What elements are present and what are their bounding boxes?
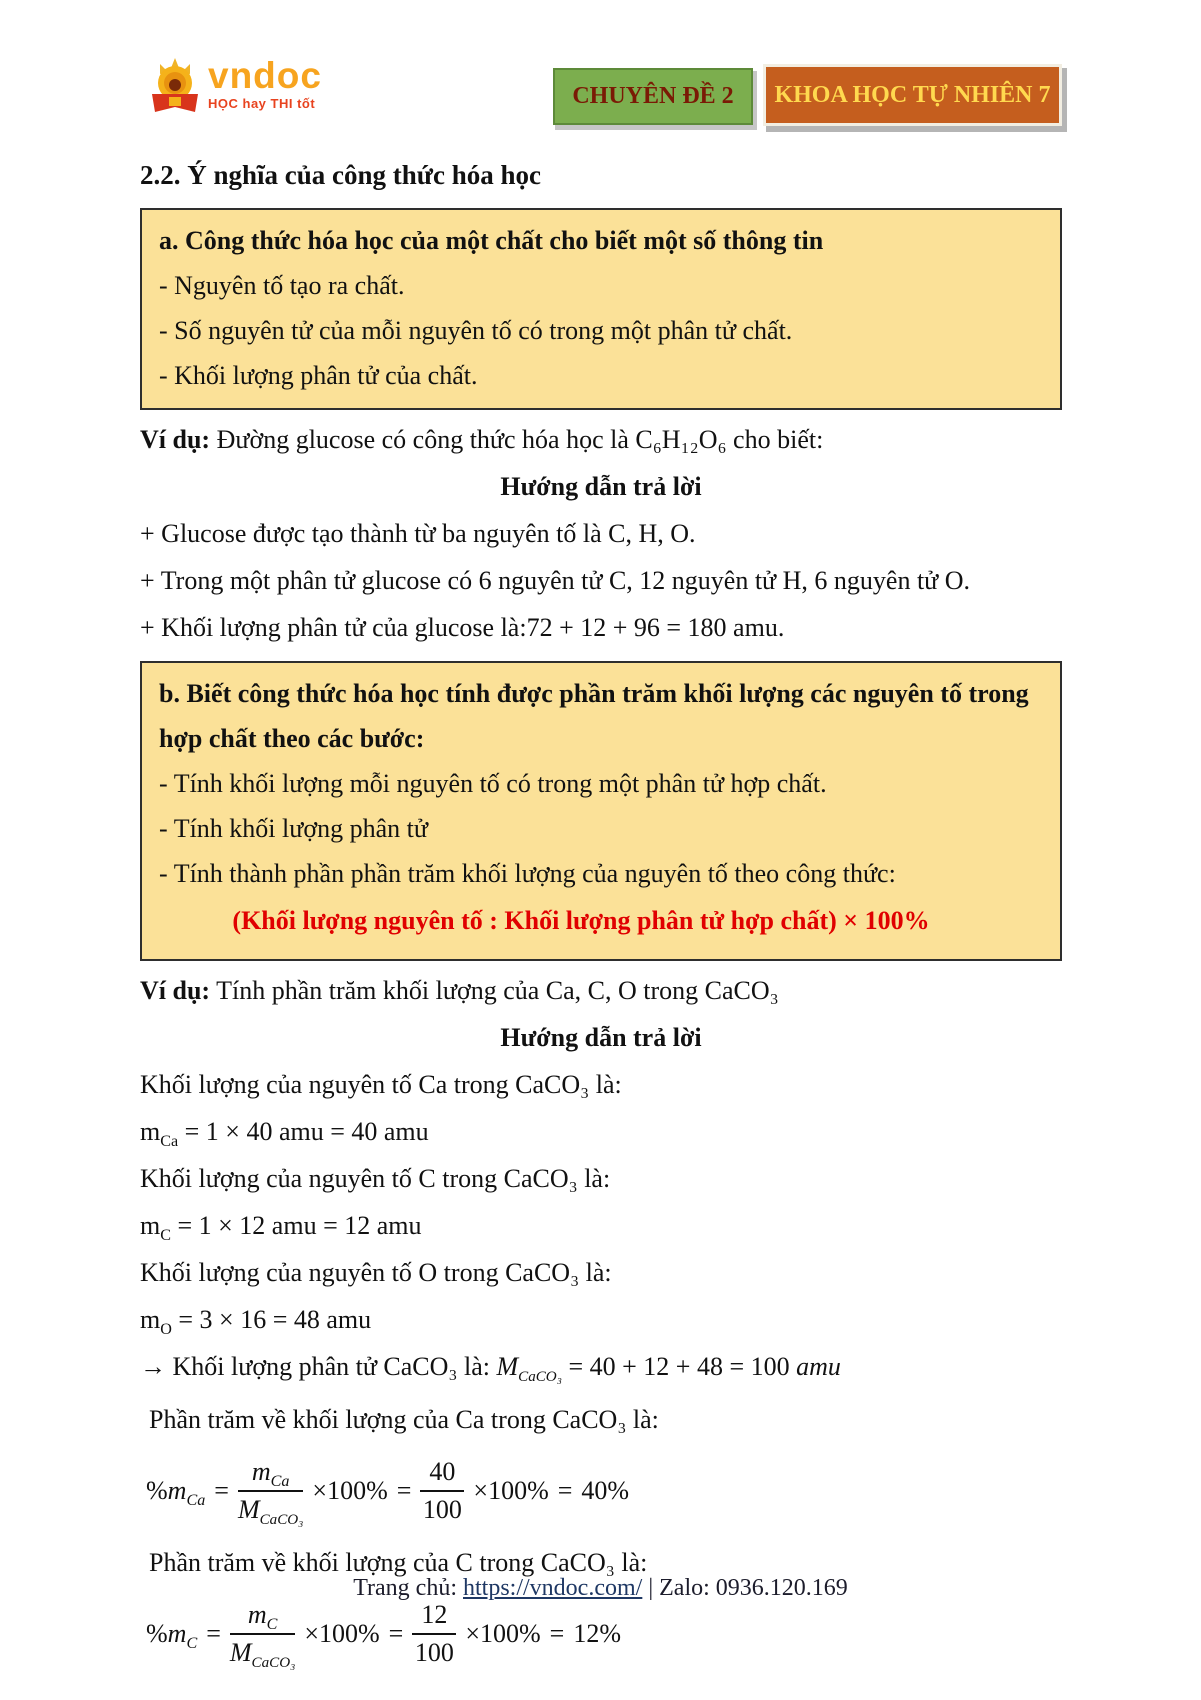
times-100: ×100% (473, 1476, 549, 1505)
answer-line: + Trong một phân tử glucose có 6 nguyên tử C, 12 nguyên tử H, 6 nguyên tử O. (140, 566, 971, 595)
box-b-item: - Tính khối lượng phân tử (159, 814, 428, 843)
footer-suffix: | Zalo: 0936.120.169 (642, 1575, 848, 1601)
box-a-item: - Khối lượng phân tử của chất. (159, 361, 478, 390)
example1-label: Ví dụ: (140, 425, 211, 454)
mass-symbol-sub: Ca (160, 1133, 179, 1151)
molar-mass-sub: CaCO₃ (518, 1369, 562, 1386)
badge-subject: KHOA HỌC TỰ NHIÊN 7 (763, 64, 1062, 126)
answer-line: + Glucose được tạo thành từ ba nguyên tố là C, H, O. (140, 519, 696, 548)
mass-statement-c: Khối lượng của nguyên tố C trong CaCO₃ là: (140, 1164, 611, 1193)
mass-symbol: m (140, 1305, 161, 1334)
fraction-symbolic: $\frac{m_C}{M_{CaCO_3}}$ (229, 1600, 296, 1672)
box-b-red-formula: (Khối lượng nguyên tố : Khối lượng phân tử hợp chất) × 100% (232, 906, 930, 935)
times-100: ×100% (312, 1476, 388, 1505)
section-title: 2.2. Ý nghĩa của công thức hóa học (140, 160, 541, 190)
guide-heading: Hướng dẫn trả lời (500, 472, 702, 501)
answer-line: + Khối lượng phân tử của glucose là:72 + 12 + 96 = 180 amu. (140, 613, 785, 642)
fraction-numeric: $\frac{40}{100}$ (420, 1457, 464, 1525)
equals-sign: = (396, 1476, 412, 1505)
mass-symbol-sub: C (160, 1227, 171, 1245)
mass-value-c (140, 1202, 1062, 1249)
brand-tagline: HỌC hay THI tốt (208, 96, 316, 111)
example1-text: Đường glucose có công thức hóa học là C₆H₁₂O₆ cho biết: (210, 425, 824, 454)
page-header (140, 56, 1062, 148)
example2-text: Tính phần trăm khối lượng của Ca, C, O trong CaCO₃ (210, 976, 779, 1005)
mass-statement-ca: Khối lượng của nguyên tố Ca trong CaCO₃ là: (140, 1070, 622, 1099)
mass-statement-o: Khối lượng của nguyên tố O trong CaCO₃ là: (140, 1258, 612, 1287)
example1-line (140, 416, 1062, 463)
formula-lhs: $\%m_{Ca}$ (146, 1476, 206, 1510)
highlight-box-b (140, 661, 1062, 961)
fraction-numeric: $\frac{12}{100}$ (412, 1600, 456, 1668)
homepage-link[interactable]: https://vndoc.com/ (463, 1575, 643, 1601)
equals-sign: = (388, 1619, 404, 1648)
times-100: ×100% (465, 1619, 541, 1648)
brand-name: vndoc (208, 55, 322, 96)
mass-symbol-sub: O (160, 1321, 172, 1339)
page-footer (0, 1575, 1201, 1602)
box-b-heading: b. Biết công thức hóa học tính được phần trăm khối lượng các nguyên tố trong hợp chất theo các bước: (159, 679, 1029, 753)
mass-symbol: m (140, 1117, 161, 1146)
molecular-prefix: → Khối lượng phân tử CaCO₃ là: (140, 1352, 497, 1381)
box-b-item: - Tính khối lượng mỗi nguyên tố có trong một phân tử hợp chất. (159, 769, 827, 798)
mass-value-ca (140, 1108, 1062, 1155)
box-a-item: - Số nguyên tử của mỗi nguyên tố có trong một phân tử chất. (159, 316, 793, 345)
equals-sign: = (206, 1619, 221, 1648)
example2-line (140, 967, 1062, 1014)
box-a-item: - Nguyên tố tạo ra chất. (159, 271, 405, 300)
fraction-symbolic: $\frac{m_{Ca}}{M_{CaCO_3}}$ (237, 1457, 304, 1529)
equals-sign: = (557, 1476, 573, 1505)
unit-amu: amu (796, 1352, 841, 1381)
mass-equation: = 1 × 40 amu = 40 amu (178, 1117, 429, 1146)
highlight-box-a (140, 208, 1062, 410)
vndoc-logo (146, 56, 322, 122)
formula-result: 40% (581, 1476, 630, 1505)
molar-mass-symbol: M (496, 1352, 519, 1381)
badge-chuyen-de: CHUYÊN ĐỀ 2 (553, 68, 753, 125)
percent-mass-formula-ca (140, 1443, 1062, 1539)
guide-heading: Hướng dẫn trả lời (500, 1023, 702, 1052)
box-b-item: - Tính thành phần phần trăm khối lượng của nguyên tố theo công thức: (159, 859, 896, 888)
vndoc-mascot-icon (146, 56, 204, 122)
equals-sign: = (549, 1619, 565, 1648)
mass-symbol: m (140, 1211, 161, 1240)
formula-lhs: $\%m_C$ (146, 1619, 198, 1653)
mass-value-o (140, 1296, 1062, 1343)
molecular-equation: = 40 + 12 + 48 = 100 (561, 1352, 797, 1381)
box-a-heading: a. Công thức hóa học của một chất cho biết một số thông tin (159, 226, 824, 255)
example2-label: Ví dụ: (140, 976, 211, 1005)
mass-equation: = 1 × 12 amu = 12 amu (170, 1211, 422, 1240)
vndoc-logo-text (208, 56, 322, 111)
percent-ca-label: Phần trăm về khối lượng của Ca trong CaCO₃ là: (149, 1405, 659, 1434)
percent-c-label: Phần trăm về khối lượng của C trong CaCO₃ là: (149, 1548, 648, 1577)
footer-prefix: Trang chủ: (353, 1575, 463, 1601)
molecular-mass-line (140, 1343, 1062, 1390)
equals-sign: = (214, 1476, 229, 1505)
times-100: ×100% (304, 1619, 380, 1648)
mass-equation: = 3 × 16 = 48 amu (171, 1305, 372, 1334)
formula-result: 12% (573, 1619, 622, 1648)
